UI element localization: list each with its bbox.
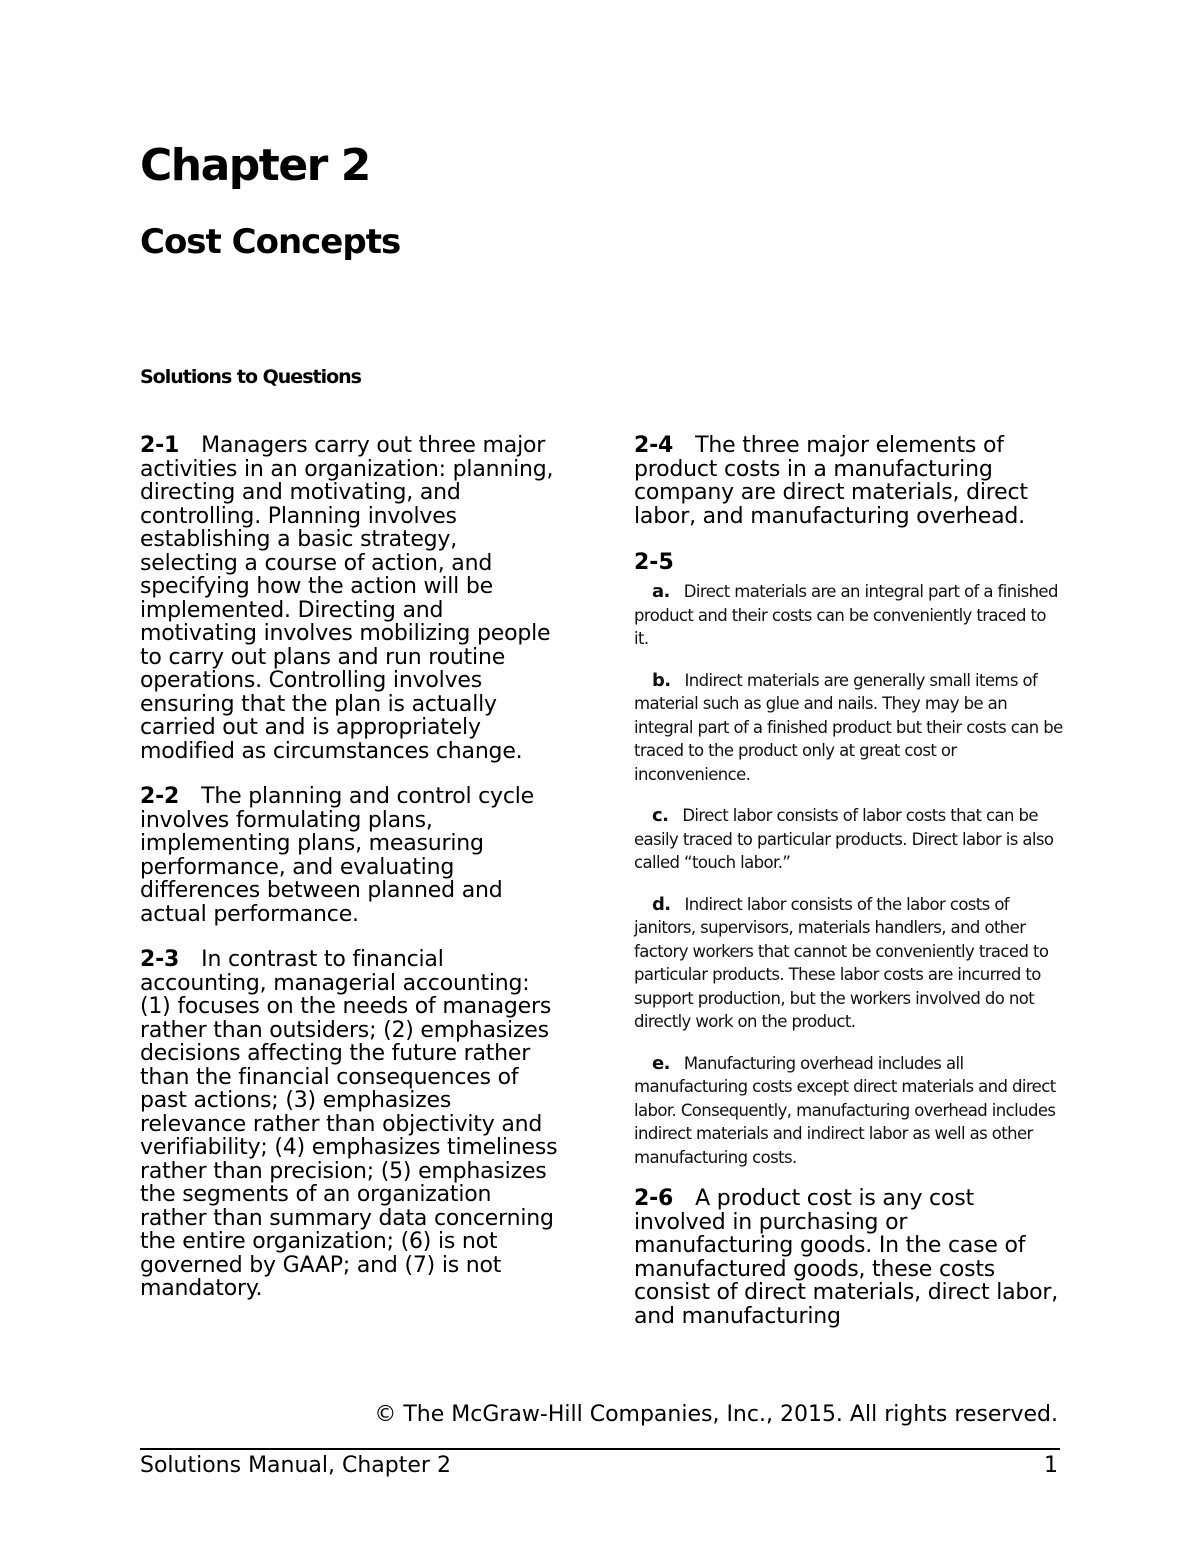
left-column [140, 434, 560, 1323]
section-heading: Solutions to Questions [140, 366, 361, 388]
answer-2-5-item-c [634, 804, 1064, 875]
answer-2-5-heading: 2-5 [634, 550, 674, 575]
question-number: 2-6 [634, 1186, 674, 1211]
footer-manual-title: Solutions Manual, Chapter 2 [140, 1453, 451, 1478]
item-letter: d. [652, 893, 671, 915]
answer-2-3 [140, 948, 560, 1301]
item-letter: c. [652, 805, 669, 826]
question-number: 2-1 [140, 433, 180, 458]
answer-2-4 [634, 434, 1064, 528]
chapter-title: Chapter 2 [140, 140, 370, 191]
answer-2-5-item-d [634, 893, 1064, 1034]
item-text: Direct labor consists of labor costs that can be easily traced to particular products. Direct labor is also called “touch labor.” [634, 806, 1054, 872]
answer-2-1 [140, 434, 560, 763]
item-text: Indirect labor consists of the labor costs of janitors, supervisors, materials handlers, and other factory workers that cannot be conveniently traced to particular products. These labor costs are incurred to support production, but the workers involved do not directly work on the product. [634, 894, 1049, 1031]
answer-text: A product cost is any cost involved in purchasing or manufacturing goods. In the case of manufactured goods, these costs consist of direct materials, direct labor, and manufacturing [634, 1186, 1059, 1329]
question-number: 2-2 [140, 784, 180, 809]
item-text: Indirect materials are generally small items of material such as glue and nails. They may be an integral part of a finished product but their costs can be traced to the product only at great cost or inconvenience. [634, 670, 1063, 784]
answer-2-5-item-b [634, 669, 1064, 787]
question-number: 2-3 [140, 947, 180, 972]
item-letter: e. [652, 1052, 670, 1074]
right-column [634, 434, 1064, 1350]
answer-2-6 [634, 1187, 1064, 1328]
item-text: Direct materials are an integral part of a finished product and their costs can be conveniently traced to it. [634, 582, 1058, 648]
answer-text: The three major elements of product costs in a manufacturing company are direct materials, direct labor, and manufacturing overhead. [634, 433, 1028, 529]
answer-text: The planning and control cycle involves formulating plans, implementing plans, measuring performance, and evaluating differences between planned and actual performance. [140, 784, 535, 927]
footer-divider [140, 1448, 1060, 1450]
answer-text: In contrast to financial accounting, managerial accounting: (1) focuses on the needs of managers rather than outsiders; (2) emphasizes decisions affecting the future rather than the financial consequences of past actions; (3) emphasizes relevance rather than objectivity and verifiability; (4) emphasizes timeliness rather than precision; (5) emphasizes the segments of an organization rather than summary data concerning the entire organization; (6) is not governed by GAAP; and (7) is not mandatory. [140, 947, 558, 1301]
answer-text: Managers carry out three major activities in an organization: planning, directing and motivating, and controlling. Planning involves establishing a basic strategy, selecting a course of action, and specifying how the action will be implemented. Directing and motivating involves mobilizing people to carry out plans and run routine operations. Controlling involves ensuring that the plan is actually carried out and is appropriately modified as circumstances change. [140, 433, 554, 764]
item-letter: a. [652, 581, 670, 602]
item-letter: b. [652, 669, 671, 691]
answer-2-5-item-a [634, 580, 1064, 651]
answer-2-5-item-e [634, 1052, 1064, 1170]
answer-2-2 [140, 785, 560, 926]
copyright-notice: © The McGraw-Hill Companies, Inc., 2015. All rights reserved. [374, 1402, 1058, 1427]
item-text: Manufacturing overhead includes all manufacturing costs except direct materials and direct labor. Consequently, manufacturing overhead includes indirect materials and indirect labor as well as other manufacturing costs. [634, 1053, 1056, 1167]
chapter-subtitle: Cost Concepts [140, 222, 401, 262]
page-number: 1 [1044, 1453, 1058, 1478]
question-number: 2-4 [634, 433, 674, 458]
